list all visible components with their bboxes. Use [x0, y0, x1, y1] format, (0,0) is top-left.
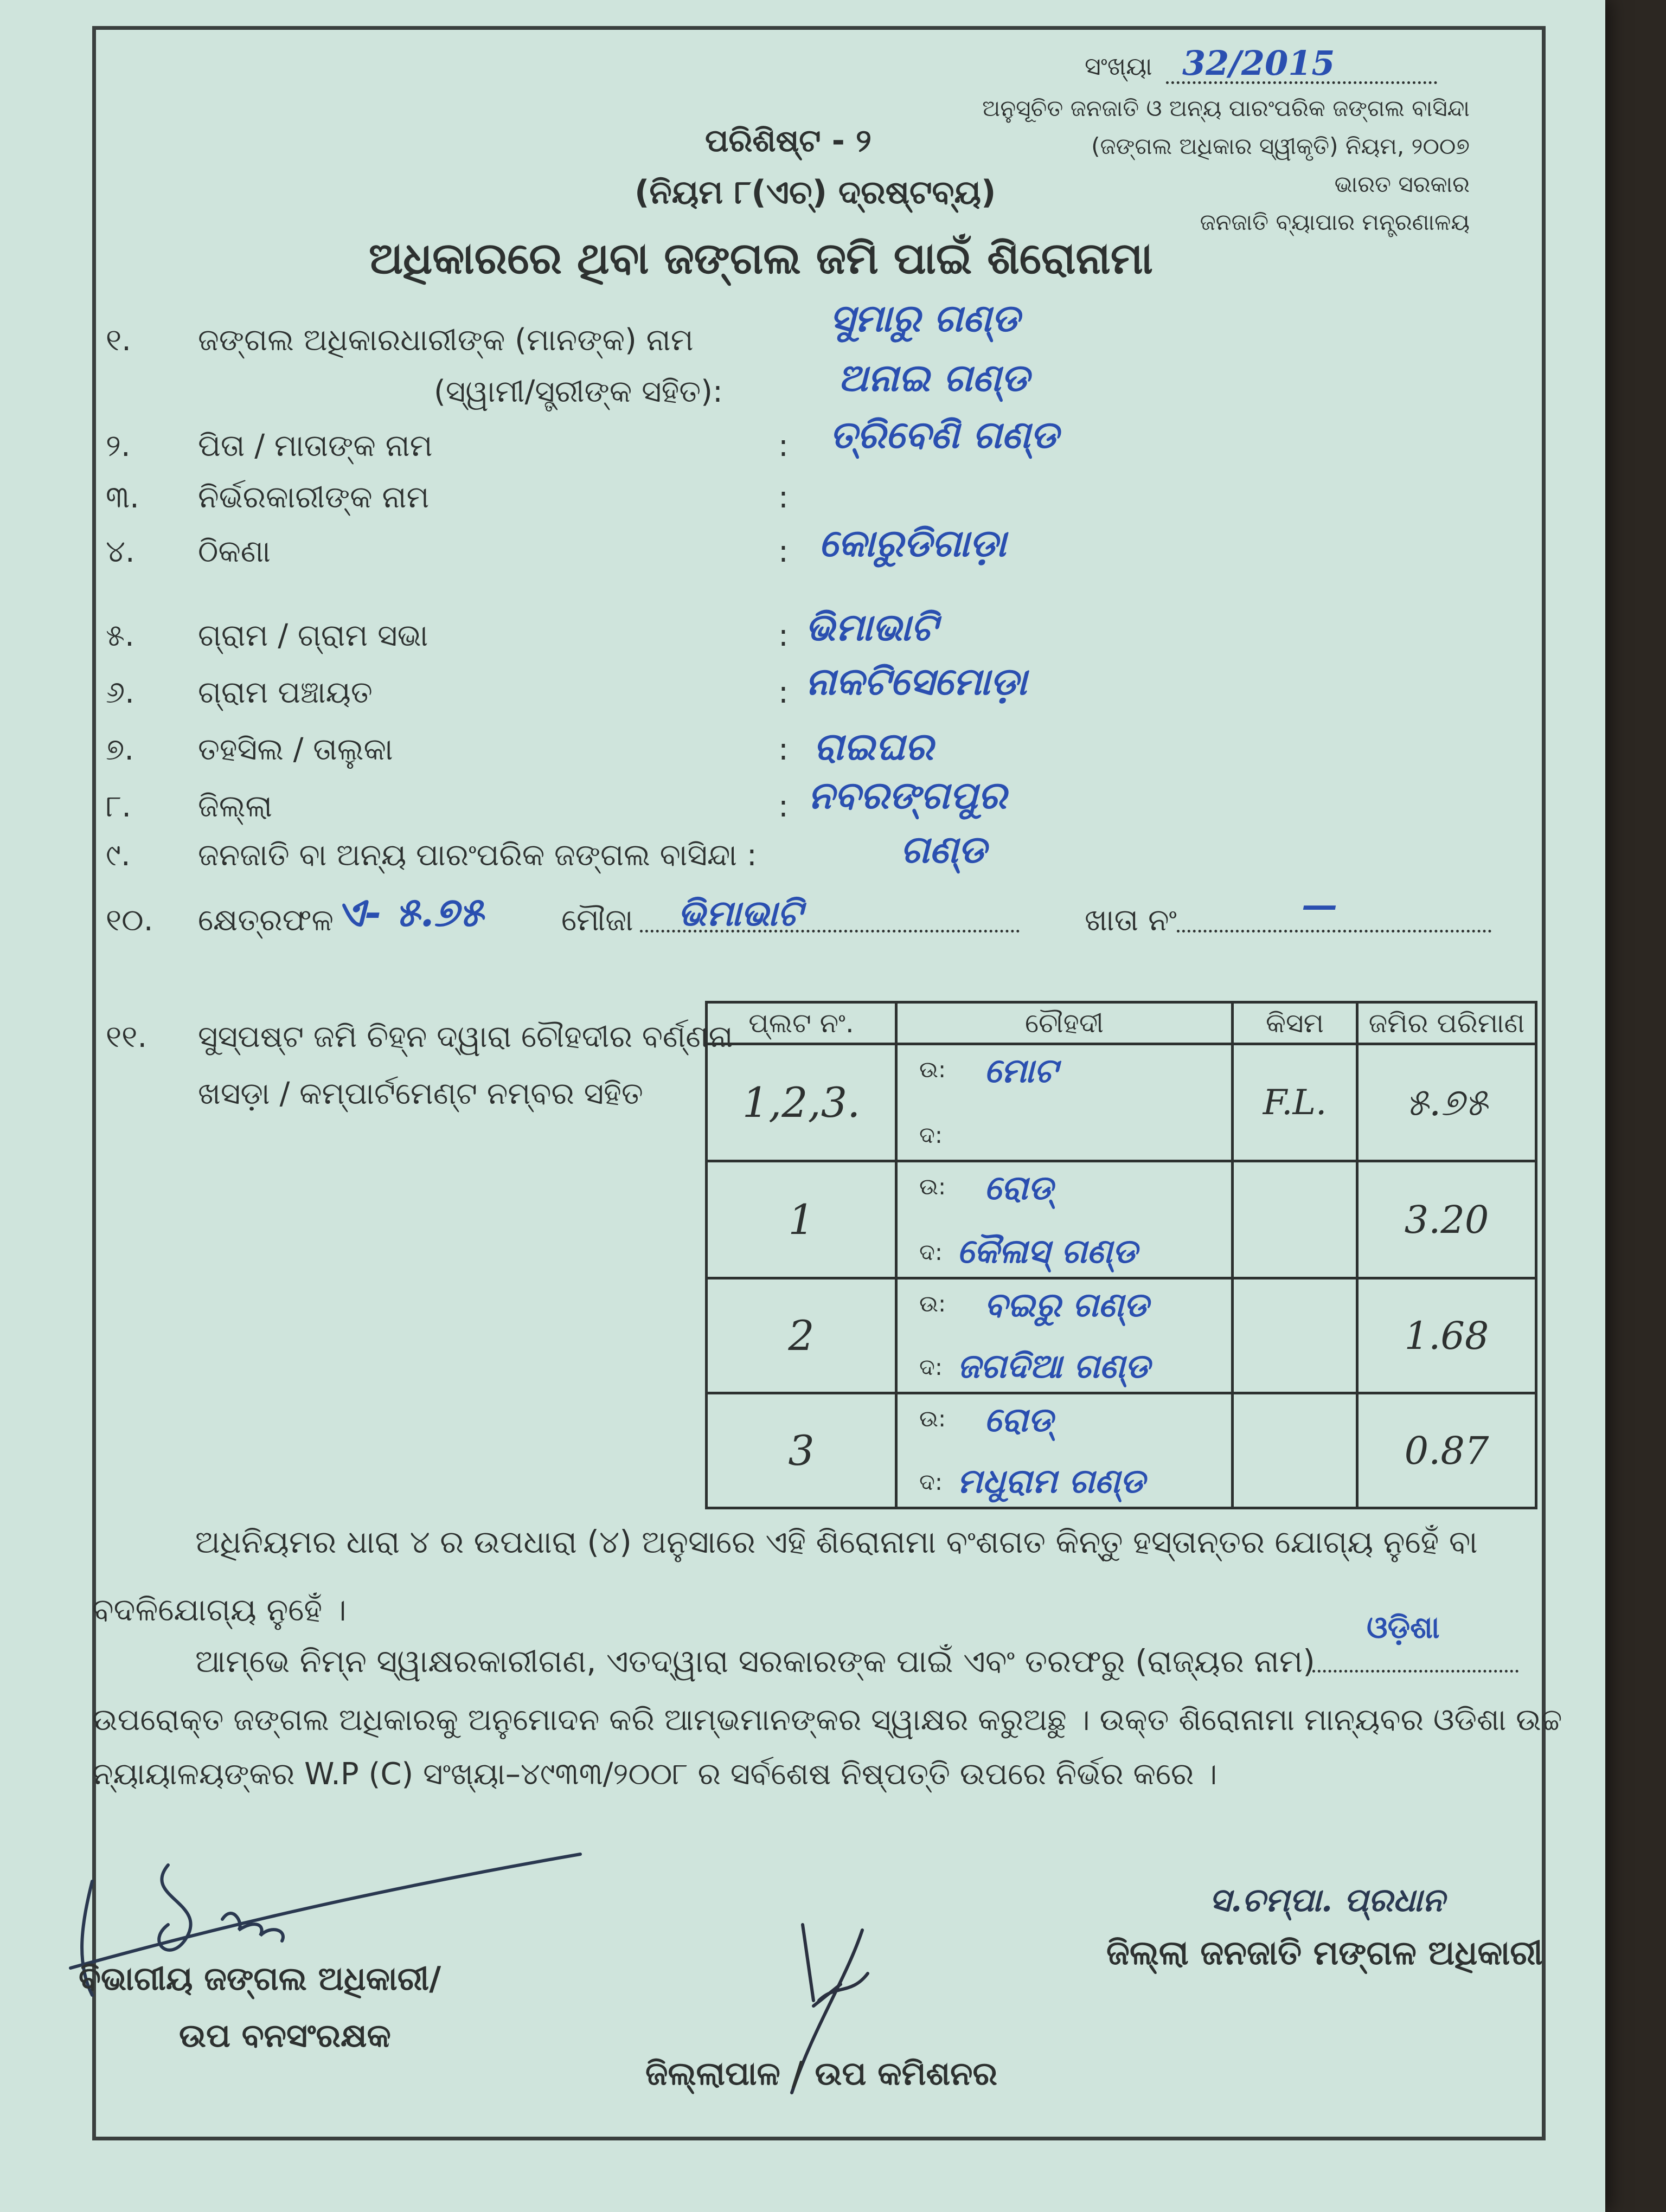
plot-number-cell: 1 — [707, 1161, 896, 1278]
paragraph2-line2: ଉପରୋକ୍ତ ଜଙ୍ଗଲ ଅଧିକାରକୁ ଅନୁମୋଦନ କରି ଆମ୍ଭମାନଙ୍କର ସ୍ୱାକ୍ଷର କରୁଅଛୁ । ଉକ୍ତ ଶିରୋନାମା ମାନ୍ୟବର ଓଡିଶା ଉଚ୍ଚ — [92, 1702, 1562, 1738]
boundary-cell — [896, 1044, 1233, 1161]
header-land-area: ଜମିର ପରିମାଣ — [1357, 1002, 1536, 1044]
paragraph2-line3: ନ୍ୟାୟାଳୟଙ୍କର W.P (C) ସଂଖ୍ୟା–୪୯୩୩/୨୦୦୮ ର ସର୍ବଶେଷ ନିଷ୍ପତ୍ତି ଉପରେ ନିର୍ଭର କରେ । — [92, 1757, 1218, 1792]
annexure-label: ପରିଶିଷ୍ଟ - ୨ — [705, 122, 872, 159]
field-value: କୋରୁଡିଗାଡ଼ା — [819, 520, 1007, 565]
field-colon: : — [778, 534, 789, 569]
land-type-cell: F.L. — [1233, 1044, 1357, 1161]
number-label: ସଂଖ୍ୟା — [1085, 52, 1152, 81]
paragraph2-line1: ଆମ୍ଭେ ନିମ୍ନ ସ୍ୱାକ୍ଷରକାରୀଗଣ, ଏତଦ୍ୱାରା ସରକାରଙ୍କ ପାଇଁ ଏବଂ ତରଫରୁ (ରାଜ୍ୟର ନାମ) — [195, 1643, 1315, 1680]
area-value: ଏ- ୫.୭୫ — [336, 889, 484, 936]
plot-row — [707, 1393, 1536, 1508]
field-colon: : — [778, 480, 789, 515]
north-label: ଉ: — [919, 1173, 946, 1200]
field-number: ୩. — [106, 480, 139, 515]
field-colon: : — [778, 428, 789, 464]
field-colon: : — [778, 732, 789, 767]
rule-reference: (ନିୟମ ୮(ଏଚ୍) ଦ୍ରଷ୍ଟବ୍ୟ) — [635, 173, 996, 211]
area-label: କ୍ଷେତ୍ରଫଳ — [198, 903, 334, 938]
north-boundary-value: ମୋଟ — [984, 1051, 1058, 1090]
land-area-cell: ୫.୭୫ — [1357, 1044, 1536, 1161]
land-area-cell: 0.87 — [1357, 1393, 1536, 1508]
plot-row — [707, 1044, 1536, 1161]
south-label: ଦ: — [919, 1354, 943, 1380]
boundary-desc-line2: ଖସଡ଼ା / କମ୍ପାର୍ଟମେଣ୍ଟ ନମ୍ବର ସହିତ — [198, 1076, 643, 1111]
paragraph1-line2: ବଦଳିଯୋଗ୍ୟ ନୁହେଁ । — [92, 1591, 347, 1628]
number-value: 32/2015 — [1182, 43, 1335, 83]
act-name-line2: (ଜଙ୍ଗଲ ଅଧିକାର ସ୍ୱୀକୃତି) ନିୟମ, ୨୦୦୭ — [1091, 133, 1470, 159]
field-value: ଗଣ୍ଡ — [900, 827, 986, 872]
field-number: ୮. — [106, 789, 132, 824]
act-name-line1: ଅନୁସୂଚିତ ଜନଜାତି ଓ ଅନ୍ୟ ପାରଂପରିକ ଜଙ୍ଗଲ ବାସିନ୍ଦା — [982, 95, 1470, 121]
field-value: ଭିମାଭାଟି — [805, 605, 937, 650]
land-type-cell — [1233, 1393, 1357, 1508]
field-value: ଅନାଇ ଗଣ୍ଡ — [838, 355, 1029, 400]
field-label: ଗ୍ରାମ ପଞ୍ଚାୟତ — [198, 675, 373, 710]
field-label: ତହସିଲ / ତାଲୁକା — [198, 732, 393, 767]
land-area-cell: 1.68 — [1357, 1278, 1536, 1393]
plot-number-cell: 3 — [707, 1393, 896, 1508]
south-label: ଦ: — [919, 1239, 943, 1265]
row11-number: ୧୧. — [106, 1019, 148, 1054]
field-number: ୭. — [106, 732, 134, 767]
field-number: ୨. — [106, 428, 131, 464]
field-number: ୫. — [106, 618, 134, 653]
header-land-type: କିସମ — [1233, 1002, 1357, 1044]
khata-dotted-line — [1177, 930, 1491, 933]
field-colon: : — [778, 618, 789, 653]
dwo-title: ଜିଲ୍ଲା ଜନଜାତି ମଙ୍ଗଳ ଅଧିକାରୀ — [1106, 1933, 1543, 1972]
land-type-cell — [1233, 1278, 1357, 1393]
north-label: ଉ: — [919, 1405, 946, 1432]
mouza-value: ଭିମାଭାଟି — [678, 892, 803, 934]
plot-number-cell: 2 — [707, 1278, 896, 1393]
field-label: (ସ୍ୱାମୀ/ସ୍ତ୍ରୀଙ୍କ ସହିତ): — [434, 374, 723, 409]
north-label: ଉ: — [919, 1290, 946, 1317]
boundary-cell — [896, 1278, 1233, 1393]
field-number: ୧. — [106, 323, 131, 358]
plot-row — [707, 1278, 1536, 1393]
field-number: ୯. — [106, 838, 131, 873]
field-colon: : — [778, 789, 789, 824]
field-value: ସୁମାରୁ ଗଣ୍ଡ — [830, 295, 1020, 340]
plot-row — [707, 1161, 1536, 1278]
field-label: ଗ୍ରାମ / ଗ୍ରାମ ସଭା — [198, 618, 428, 653]
boundary-cell — [896, 1161, 1233, 1278]
ministry-name: ଜନଜାତି ବ୍ୟାପାର ମନ୍ତ୍ରଣାଳୟ — [1200, 209, 1470, 235]
plot-table-header — [707, 1002, 1536, 1044]
north-label: ଉ: — [919, 1056, 946, 1083]
north-boundary-value: ବଇରୁ ଗଣ୍ଡ — [984, 1285, 1149, 1324]
form-title: ଅଧିକାରରେ ଥିବା ଜଙ୍ଗଲ ଜମି ପାଇଁ ଶିରୋନାମା — [369, 233, 1153, 284]
south-boundary-value: କୈଳାସ୍ ଗଣ୍ଡ — [957, 1231, 1137, 1271]
field-value: ନବରଙ୍ଗପୁର — [808, 773, 1007, 818]
field-number: ୪. — [106, 534, 135, 569]
header-plot-no: ପ୍ଲଟ ନଂ. — [707, 1002, 896, 1044]
field-value: ନାକଟିସେମୋଡ଼ା — [805, 659, 1027, 704]
khata-value: — — [1302, 884, 1337, 926]
state-dotted-line — [1312, 1670, 1518, 1673]
field-label: ଜିଲ୍ଲା — [198, 789, 273, 824]
field-value: ତ୍ରିବେଣି ଗଣ୍ଡ — [830, 412, 1059, 457]
field-label: ଜଙ୍ଗଲ ଅଧିକାରଧାରୀଙ୍କ (ମାନଙ୍କ) ନାମ — [198, 323, 694, 358]
paragraph1-line1: ଅଧିନିୟମର ଧାରା ୪ ର ଉପଧାରା (୪) ଅନୁସାରେ ଏହି ଶିରୋନାମା ବଂଶଗତ କିନ୍ତୁ ହସ୍ତାନ୍ତର ଯୋଗ୍ୟ ନୁହେଁ ବା — [195, 1523, 1478, 1560]
boundary-desc-line1: ସୁସ୍ପଷ୍ଟ ଜମି ଚିହ୍ନ ଦ୍ୱାରା ଚୌହଦୀର ବର୍ଣ୍ଣନା — [198, 1019, 733, 1054]
govt-name: ଭାରତ ସରକାର — [1334, 171, 1470, 197]
north-boundary-value: ରୋଡ୍ — [984, 1400, 1053, 1439]
field-value: ରାଇଘର — [813, 724, 934, 769]
south-label: ଦ: — [919, 1122, 943, 1148]
mouza-label: ମୌଜା — [561, 903, 633, 938]
land-area-cell: 3.20 — [1357, 1161, 1536, 1278]
header-boundaries: ଚୌହଦୀ — [896, 1002, 1233, 1044]
row10-number: ୧୦. — [106, 903, 153, 938]
state-value: ଓଡ଼ିଶା — [1367, 1610, 1440, 1645]
plot-table — [705, 1001, 1537, 1509]
north-boundary-value: ରୋଡ୍ — [984, 1168, 1053, 1207]
field-label: ଜନଜାତି ବା ଅନ୍ୟ ପାରଂପରିକ ଜଙ୍ଗଲ ବାସିନ୍ଦା : — [198, 838, 757, 873]
field-label: ଠିକଣା — [198, 534, 271, 569]
khata-label: ଖାତା ନଂ — [1085, 903, 1177, 938]
field-colon: : — [778, 675, 789, 710]
south-boundary-value: ମଧୁରାମ ଗଣ୍ଡ — [957, 1461, 1145, 1501]
collector-title: ଜିଲ୍ଲାପାଳ / ଉପ କମିଶନର — [645, 2055, 997, 2093]
field-label: ନିର୍ଭରକାରୀଙ୍କ ନାମ — [198, 480, 430, 515]
plot-number-cell: 1,2,3. — [707, 1044, 896, 1161]
dfo-title-line2: ଉପ ବନସଂରକ୍ଷକ — [179, 2017, 391, 2055]
field-number: ୬. — [106, 675, 134, 710]
south-boundary-value: ଜଗଦିଆ ଗଣ୍ଡ — [957, 1346, 1150, 1386]
dfo-title-line1: ବିଭାଗୀୟ ଜଙ୍ଗଲ ଅଧିକାରୀ/ — [79, 1960, 441, 1998]
land-type-cell — [1233, 1161, 1357, 1278]
boundary-cell — [896, 1393, 1233, 1508]
dwo-signature-name: ସ.ଚମ୍ପା. ପ୍ରଧାନ — [1209, 1881, 1445, 1919]
south-label: ଦ: — [919, 1469, 943, 1495]
field-label: ପିତା / ମାତାଙ୍କ ନାମ — [198, 428, 433, 464]
